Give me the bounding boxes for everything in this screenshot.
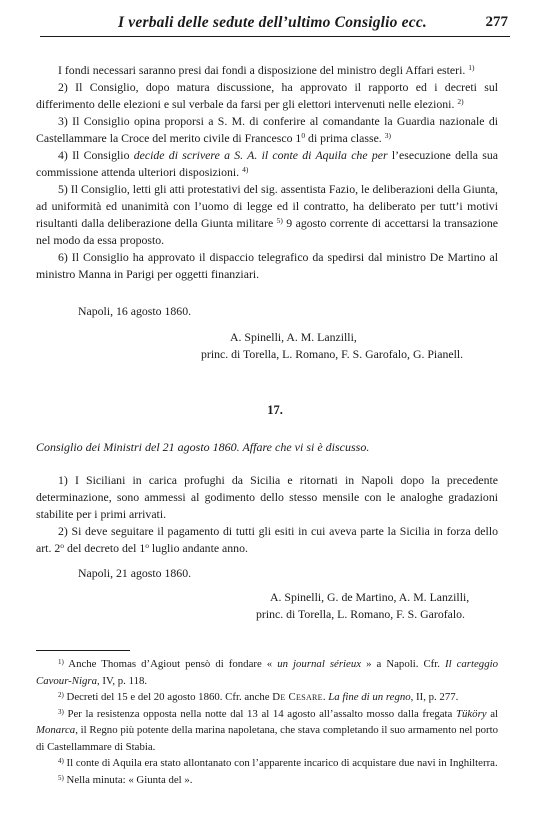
- paragraph-17-item-1: 1) I Siciliani in carica profughi da Sicilia e ritornati in Napoli dopo la precedente determinazione, sono ammessi al godimento dello stesso mensile con le analoghe gradazioni stabilite per i primi arrivati.: [36, 473, 498, 521]
- footnote-ref: 4): [242, 165, 249, 174]
- footnote-separator: [36, 650, 130, 651]
- footnote-2: $^{2)}$ Decreti del 15 e del 20 agosto 1860. Cfr. anche De Cesare. La fine di un regno, II, p. 277.: [58, 691, 459, 703]
- footnote-ref: 2): [457, 97, 464, 106]
- page-header: [40, 8, 510, 37]
- signatories-16-line-1: A. Spinelli, A. M. Lanzilli,: [230, 330, 357, 344]
- running-title: I verbali delle sedute dell’ultimo Consiglio ecc.: [118, 14, 427, 31]
- place-date-16: Napoli, 16 agosto 1860.: [78, 304, 192, 318]
- footnote-ref: 1): [468, 63, 475, 72]
- paragraph-item-3: 3) Il Consiglio opina proporsi a S. M. di conferire al comandante la Guardia nazionale di Castellammare la Croce del merito civile di Francesco $1^0$ di prima classe. $^{3)}$: [36, 114, 498, 145]
- paragraph-item-4: 4) Il Consiglio decide di scrivere a S. A. il conte di Aquila che per l’esecuzione della sua commissione attenda ulteriori disposizioni. $^{4)}$: [36, 148, 498, 179]
- footnote-1: $^{1)}$ Anche Thomas d’Agiout pensò di fondare « un journal sérieux » a Napoli. Cfr. Il carteggio Cavour-Nigra, IV, p. 118.: [36, 658, 498, 687]
- paragraph-item-6: 6) Il Consiglio ha approvato il dispaccio telegrafico da spedirsi dal ministro De Martino al ministro Manna in Parigi per oggetti finanziari.: [36, 250, 498, 281]
- footnote-ref: 3): [384, 131, 391, 140]
- section-number: 17.: [267, 403, 283, 417]
- section-heading: Consiglio dei Ministri del 21 agosto 1860. Affare che vi si è discusso.: [36, 440, 370, 454]
- signatories-17-line-2: princ. di Torella, L. Romano, F. S. Garofalo.: [256, 607, 466, 621]
- place-date-17: Napoli, 21 agosto 1860.: [78, 566, 192, 580]
- footnotes: [36, 656, 498, 788]
- signatories-17-line-1: A. Spinelli, G. de Martino, A. M. Lanzilli,: [270, 590, 470, 604]
- paragraph-intro: I fondi necessari saranno presi dai fondi a disposizione del ministro degli Affari esteri. $^{1)}$: [58, 63, 475, 77]
- paragraph-17-item-2: 2) Si deve seguitare il pagamento di tutti gli esiti in cui aveva parte la Sicilia in forza dello art. 2$^o$ del decreto del 1$^o$ luglio andante anno.: [36, 524, 498, 555]
- footnote-5: $^{5)}$ Nella minuta: « Giunta del ».: [58, 773, 193, 786]
- footnote-ref: 5): [276, 216, 283, 225]
- section-17-body: [36, 472, 498, 557]
- paragraph-item-5: 5) Il Consiglio, letti gli atti protestativi del sig. assentista Fazio, le deliberazioni della Giunta, ad uniformità ed unanimità con l’uomo di legge ed il contratto, ha deliberato per tutt’i motivi risultanti dalla deliberazione della Giunta militare $^{5)}$ 9 agosto corrente di accettarsi la transazione nel modo da essa proposto.: [36, 182, 499, 247]
- footnote-4: $^{4)}$ Il conte di Aquila era stato allontanato con l’apparente incarico di acquistare due navi in Inghilterra.: [58, 757, 498, 769]
- paragraph-item-2: 2) Il Consiglio, dopo matura discussione, ha approvato il rapporto ed i decreti sul differimento delle elezioni e sul verbale da farsi per gli elettori intervenuti nelle elezioni. $^{2)}$: [36, 80, 498, 111]
- page-number: 277: [485, 14, 508, 30]
- footnote-3: $^{3)}$ Per la resistenza opposta nella notte dal 13 al 14 agosto all’assalto mosso dalla fregata Tüköry al Monarca, il Regno più potente della marina napoletana, che stava completando il suo armamento nel porto di Castellammare di Stabia.: [36, 707, 499, 753]
- signatories-16-line-2: princ. di Torella, L. Romano, F. S. Garofalo, G. Pianell.: [201, 347, 464, 361]
- section-16-body: [36, 62, 498, 283]
